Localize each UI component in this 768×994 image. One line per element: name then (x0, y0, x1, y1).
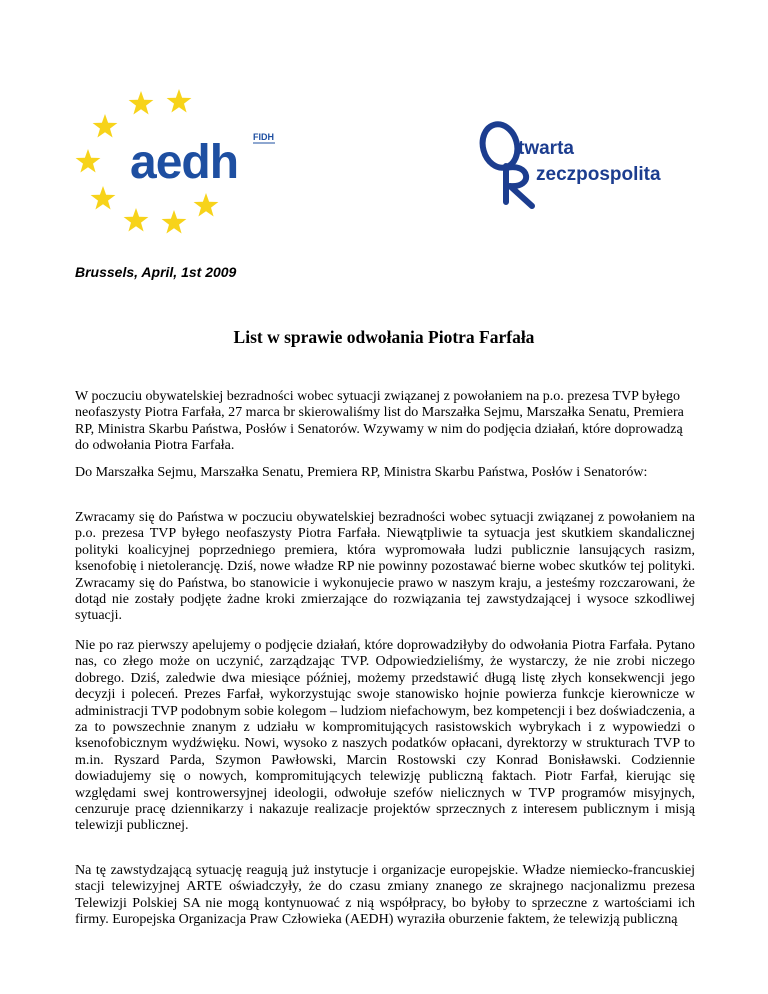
otwarta-rzeczpospolita-emblem-icon (470, 118, 695, 213)
aedh-star-circle-icon (70, 82, 320, 242)
body-paragraph-1: Zwracamy się do Państwa w poczuciu obywatelskiej bezradności wobec sytuacji związanej z powołaniem na p.o. prezesa TVP byłego neofaszysty Piotra Farfała. Niewątpliwie ta sytuacja jest skutkiem skandalicznej polityki koalicyjnej poprzedniego premiera, która wypromowała ludzi publicznie lansujących rasizm, ksenofobię i nietolerancję. Dziś, nowe władze RP nie powinny pozostawać bierne wobec skutków tej polityki. Zwracamy się do Państwa, bo stanowicie i wykonujecie prawo w naszym kraju, a jesteśmy rozczarowani, że dotąd nie zostały podjęte żadne kroki zmierzające do rozwiązania tej zawstydzającej i wysoce szkodliwej sytuacji. (75, 510, 695, 624)
dateline: Brussels, April, 1st 2009 (75, 264, 237, 280)
svg-text:FIDH: FIDH (253, 132, 274, 142)
intro-paragraph: W poczuciu obywatelskiej bezradności wobec sytuacji związanej z powołaniem na p.o. prezesa TVP byłego neofaszysty Piotra Farfała, 27 marca br skierowaliśmy list do Marszałka Sejmu, Marszałka Senatu, Premiera RP, Ministra Skarbu Państwa, Posłów i Senatorów. Wzywamy w nim do podjęcia działań, które doprowadzą do odwołania Piotra Farfała. (75, 389, 684, 454)
svg-text:twarta: twarta (518, 138, 574, 159)
body-paragraph-3: Na tę zawstydzającą sytuację reagują już instytucje i organizacje europejskie. Władze niemiecko-francuskiej stacji telewizyjnej ARTE oświadczyły, że do czasu zmiany znanego ze skrajnego nacjonalizmu prezesa Telewizji Polskiej SA nie mogą kontynuować z nią współpracy, bo byłoby to sprzeczne z wartościami ich firmy. Europejska Organizacja Praw Człowieka (AEDH) wyraziła oburzenie faktem, że telewizją publiczną (75, 863, 695, 928)
aedh-logo (70, 82, 320, 242)
body-paragraph-2: Nie po raz pierwszy apelujemy o podjęcie działań, które doprowadziłyby do odwołania Piotra Farfała. Pytano nas, co złego może on uczynić, zarządzając TVP. Odpowiedzieliśmy, że wystarczy, że nie zrobi niczego dobrego. Dziś, zaledwie dwa miesiące później, możemy przedstawić długą listę złych konsekwencji jego decyzji i poleceń. Prezes Farfał, wykorzystując swoje stanowisko hojnie powierza funkcje kierownicze w administracji TVP podobnym sobie kolegom – ludziom niefachowym, bez kompetencji i bez doświadczenia, a za to powszechnie znanym z udziału w kompromitujących rasistowskich wybrykach i z wypowiedzi o ksenofobicznym wydźwięku. Nowi, wysoko z naszych podatków opłacani, dyrektorzy w strukturach TVP to m.in. Ryszard Parda, Szymon Pawłowski, Marcin Rostowski czy Konrad Bonisławski. Codziennie dowiadujemy się o nowych, kompromitujących telewizję publiczną faktach. Piotr Farfał, kierując się względami swej kontrowersyjnej ideologii, odwołuje szefów nielicznych w TVP programów misyjnych, cenzuruje pracę dziennikarzy i nakazuje realizacje projektów sprzecznych z interesem publicznym i misją telewizji publicznej. (75, 638, 695, 834)
svg-text:aedh: aedh (130, 136, 239, 189)
letter-title: List w sprawie odwołania Piotra Farfała (233, 327, 535, 347)
svg-text:zeczpospolita: zeczpospolita (536, 164, 661, 185)
otwarta-rzeczpospolita-logo (470, 118, 695, 213)
salutation-paragraph: Do Marszałka Sejmu, Marszałka Senatu, Premiera RP, Ministra Skarbu Państwa, Posłów i Senatorów: (75, 465, 648, 480)
